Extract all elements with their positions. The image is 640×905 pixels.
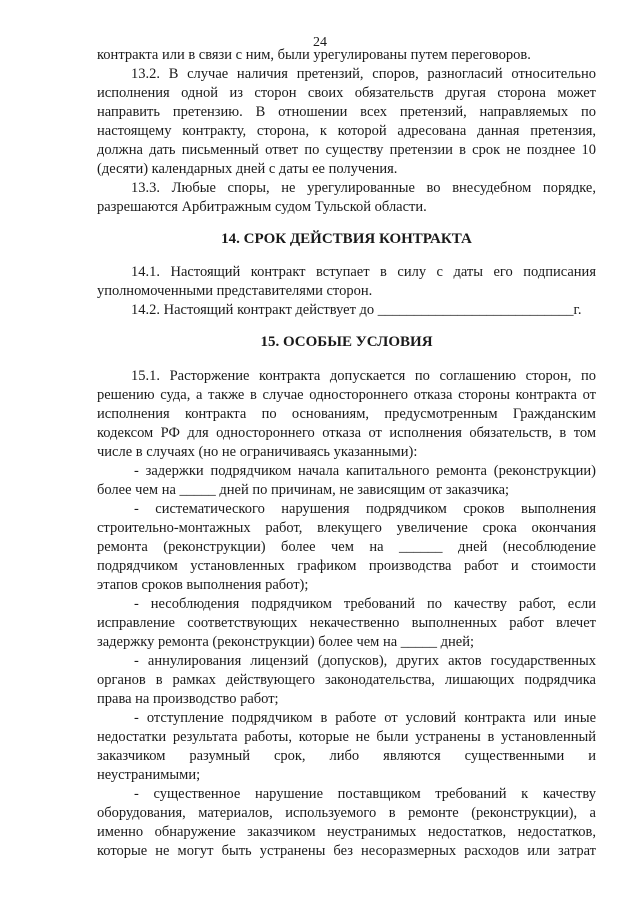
text-line: 14.1. Настоящий контракт вступает в силу с даты его подписания: [131, 264, 596, 280]
text-line: контракта или в связи с ним, были урегулированы путем переговоров.: [97, 47, 531, 63]
text-line: неустранимыми;: [97, 767, 201, 783]
text-line: исполнения одной из сторон своих обязательств другая сторона может: [97, 85, 596, 101]
text-line: ремонта (реконструкции) более чем на ______ дней (несоблюдение: [97, 539, 596, 555]
text-line: 14.2. Настоящий контракт действует до ___________________________г.: [131, 302, 582, 318]
text-line: недостатки результата работы, которые не были устранены в установленный: [97, 729, 596, 745]
text-line: кодексом РФ для одностороннего отказа от исполнения обязательств, в том: [97, 425, 596, 441]
text-line: - отступление подрядчиком в работе от условий контракта или иные: [134, 710, 596, 726]
text-line: 15.1. Расторжение контракта допускается по соглашению сторон, по: [131, 368, 596, 384]
text-line: числе в случаях (но не ограничиваясь указанными):: [97, 444, 418, 460]
text-line: задержку ремонта (реконструкции) более чем на _____ дней;: [97, 634, 475, 650]
text-line: более чем на _____ дней по причинам, не зависящим от заказчика;: [97, 482, 510, 498]
text-line: решению суда, а также в случае одностороннего отказа стороны контракта от: [97, 387, 596, 403]
text-line: - аннулирования лицензий (допусков), других актов государственных: [134, 653, 596, 669]
text-line: строительно-монтажных работ, влекущего увеличение срока окончания: [97, 520, 596, 536]
text-line: этапов сроков выполнения работ);: [97, 577, 309, 593]
text-line: - задержки подрядчиком начала капитального ремонта (реконструкции): [134, 463, 596, 479]
text-line: подрядчиком установленных графиком производства работ и стоимости: [97, 558, 596, 574]
text-line: 13.2. В случае наличия претензий, споров, разногласий относительно: [131, 66, 596, 82]
text-line: права на производство работ;: [97, 691, 279, 707]
text-line: - систематического нарушения подрядчиком сроков выполнения: [134, 501, 596, 517]
text-line: оборудования, материалов, используемого в ремонте (реконструкции), а: [97, 805, 596, 821]
text-line: - существенное нарушение поставщиком требований к качеству: [134, 786, 596, 802]
text-line: исполнения контракта по основаниям, предусмотренным Гражданским: [97, 406, 596, 422]
text-line: настоящему контракту, сторона, к которой адресована данная претензия,: [97, 123, 596, 139]
text-line: исправление соответствующих некачественно выполненных работ влечет: [97, 615, 596, 631]
text-line: 13.3. Любые споры, не урегулированные во внесудебном порядке,: [131, 180, 596, 196]
section-heading: 14. СРОК ДЕЙСТВИЯ КОНТРАКТА: [221, 231, 472, 247]
text-line: - несоблюдения подрядчиком требований по качеству работ, если: [134, 596, 596, 612]
text-line: разрешаются Арбитражным судом Тульской области.: [97, 199, 427, 215]
text-line: именно обнаружение заказчиком неустранимых недостатков, недостатков,: [97, 824, 596, 840]
text-line: заказчиком разумный срок, либо являются существенными и: [97, 748, 596, 764]
text-line: уполномоченными представителями сторон.: [97, 283, 373, 299]
text-line: (десяти) календарных дней с даты ее получения.: [97, 161, 398, 177]
text-line: направить претензию. В отношении всех претензий, направляемых по: [97, 104, 596, 120]
text-line: должна дать письменный ответ по существу претензии в срок не позднее 10: [97, 142, 596, 158]
section-heading: 15. ОСОБЫЕ УСЛОВИЯ: [260, 334, 433, 350]
text-line: которые не могут быть устранены без несоразмерных расходов или затрат: [97, 843, 596, 859]
text-line: органов в рамках действующего законодательства, лишающих подрядчика: [97, 672, 596, 688]
page-number: 24: [313, 35, 327, 50]
